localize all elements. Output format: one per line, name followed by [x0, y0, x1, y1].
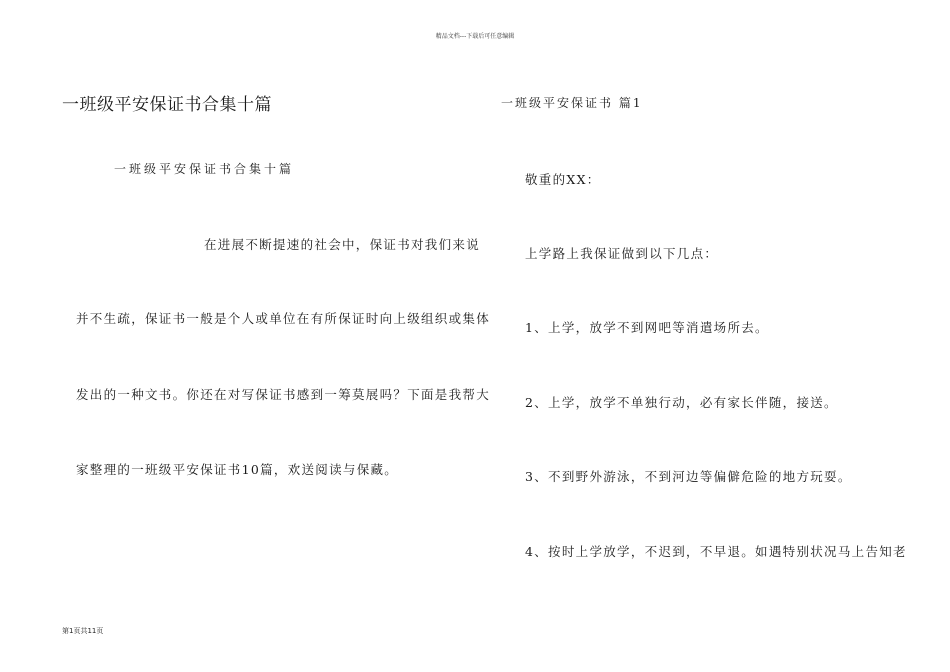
- salutation-line: 敬重的XX：: [525, 172, 601, 187]
- document-subtitle: 一班级平安保证书合集十篇: [114, 162, 295, 176]
- page-number: 第1页共11页: [62, 627, 104, 635]
- intro-paragraph-line: 发出的一种文书。你还在对写保证书感到一筹莫展吗？下面是我帮大: [76, 387, 491, 402]
- page-header-note: 精品文档---下载后可任意编辑: [435, 33, 515, 40]
- intro-paragraph-line: 家整理的一班级平安保证书10篇，欢送阅读与保藏。: [76, 462, 399, 477]
- section-heading: 一班级平安保证书 篇1: [501, 96, 643, 110]
- pledge-item: 3、不到野外游泳，不到河边等偏僻危险的地方玩耍。: [525, 469, 852, 484]
- pledge-item: 4、按时上学放学，不迟到，不早退。如遇特别状况马上告知老: [525, 544, 907, 559]
- pledge-item: 2、上学，放学不单独行动，必有家长伴随，接送。: [525, 395, 838, 410]
- pledge-intro-line: 上学路上我保证做到以下几点：: [525, 246, 719, 261]
- intro-paragraph-line: 在进展不断提速的社会中，保证书对我们来说: [204, 237, 481, 252]
- intro-paragraph-line: 并不生疏，保证书一般是个人或单位在有所保证时向上级组织或集体: [76, 311, 491, 326]
- pledge-item: 1、上学，放学不到网吧等消遣场所去。: [525, 320, 769, 335]
- document-title: 一班级平安保证书合集十篇: [62, 95, 272, 115]
